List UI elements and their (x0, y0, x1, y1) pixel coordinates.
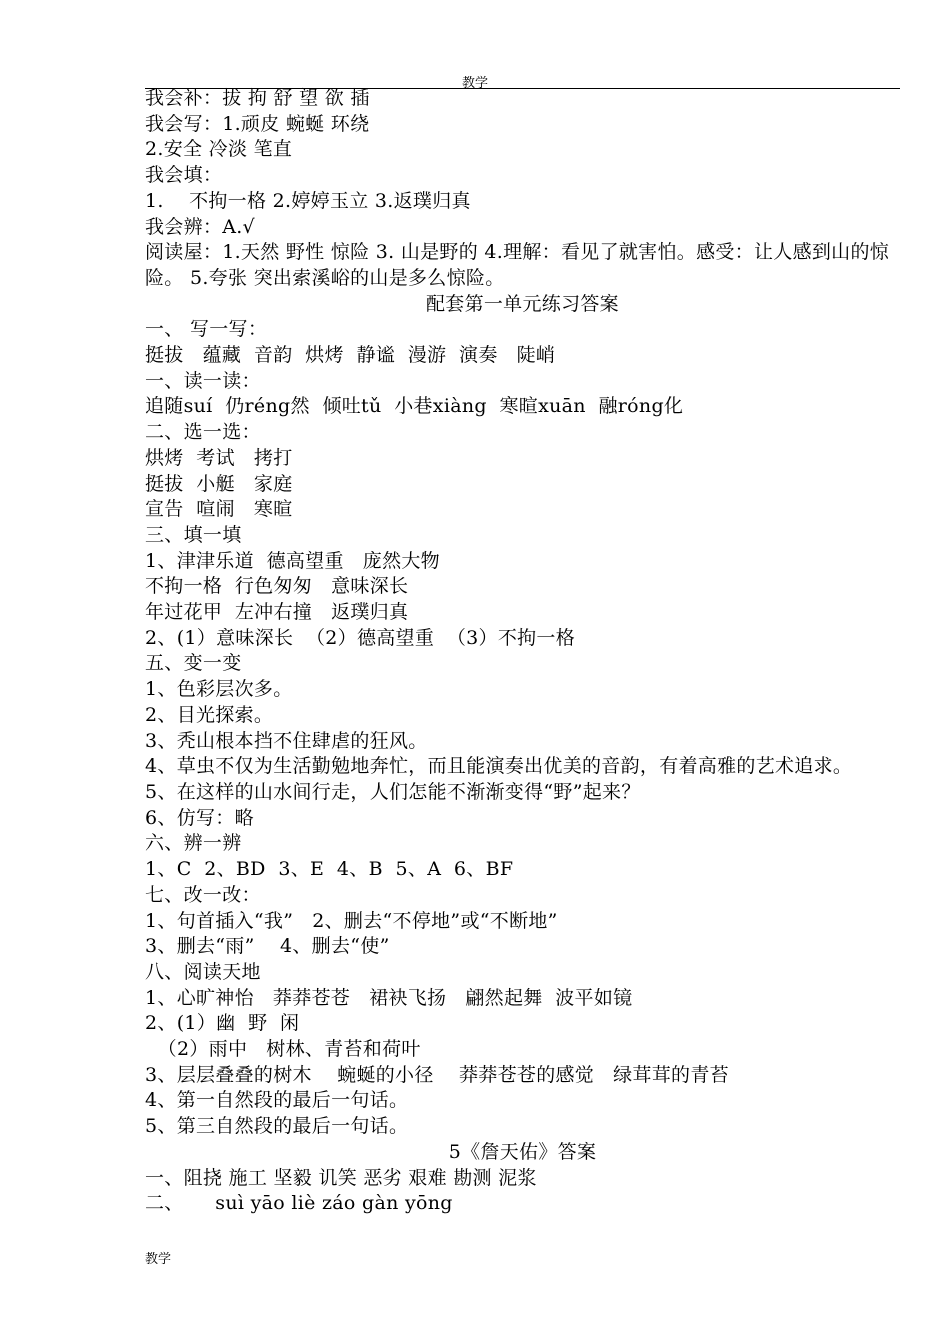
text-line: 一、阻挠 施工 坚毅 讥笑 恶劣 艰难 勘测 泥浆 (145, 1166, 537, 1189)
text-line: 我会辨：A.√ (145, 215, 255, 238)
text-line: 烘烤 考试 拷打 (145, 446, 293, 469)
text-line: 2、目光探索。 (145, 703, 274, 726)
page-header: 教学 (461, 76, 488, 91)
text-line: 二、选一选： (145, 421, 261, 444)
text-line: 5、在这样的山水间行走，人们怎能不渐渐变得“野”起来？ (145, 780, 641, 803)
text-line: 1、C 2、BD 3、E 4、B 5、A 6、BF (145, 858, 514, 881)
text-line: 八、阅读天地 (145, 960, 261, 983)
text-line: 3、秃山根本挡不住肆虐的狂风。 (145, 729, 428, 752)
text-line: 我会写：1.顽皮 蜿蜒 环绕 (145, 112, 370, 135)
text-line: 2、(1）意味深长 （2）德高望重 （3）不拘一格 (145, 626, 576, 649)
text-line: 1、津津乐道 德高望重 庞然大物 (145, 549, 440, 572)
section-title: 5《詹天佑》答案 (448, 1140, 597, 1163)
text-line: 一、读一读： (145, 369, 261, 392)
text-line: 1、句首插入“我” 2、删去“不停地”或“不断地” (145, 909, 558, 932)
text-line: 五、变一变 (145, 652, 242, 675)
text-line: 三、填一填 (145, 523, 242, 546)
text-line: 年过花甲 左冲右撞 返璞归真 (145, 601, 409, 624)
text-line: 我会补：拔 拘 舒 望 欲 插 (145, 87, 370, 109)
text-line: 2.安全 冷淡 笔直 (145, 138, 293, 161)
text-line: （2）雨中 树林、青苔和荷叶 (145, 1038, 421, 1061)
text-line: 4、草虫不仅为生活勤勉地奔忙，而且能演奏出优美的音韵，有着高雅的艺术追求。 (145, 755, 853, 778)
text-line: 追随suí 仍réng然 倾吐tǔ 小巷xiàng 寒暄xuān 融róng化 (145, 395, 684, 418)
text-line: 二、 suì yāo liè záo gàn yōng (145, 1192, 453, 1215)
text-line: 我会填： (145, 164, 223, 187)
text-line: 4、第一自然段的最后一句话。 (145, 1089, 409, 1112)
text-line: 2、(1）幽 野 闲 (145, 1012, 300, 1035)
text-line: 3、删去“雨” 4、删去“使” (145, 935, 390, 958)
text-line: 七、改一改： (145, 883, 261, 906)
text-line: 3、层层叠叠的树木 蜿蜒的小径 莽莽苍苍的感觉 绿茸茸的青苔 (145, 1063, 729, 1086)
text-line: 宣告 喧闹 寒暄 (145, 498, 293, 521)
text-line: 不拘一格 行色匆匆 意味深长 (145, 575, 409, 598)
text-line: 1、心旷神怡 莽莽苍苍 裙袂飞扬 翩然起舞 波平如镜 (145, 986, 633, 1009)
text-line: 挺拔 小艇 家庭 (145, 472, 293, 495)
text-line: 阅读屋：1.天然 野性 惊险 3. 山是野的 4.理解：看见了就害怕。感受：让人感到山的惊险。 5.夸张 突出索溪峪的山是多么惊险。 (145, 241, 890, 289)
page-footer: 教学 (145, 1252, 172, 1267)
text-line: 一、 写一写： (145, 318, 268, 341)
text-line: 6、仿写：略 (145, 806, 254, 829)
text-line: 1. 不拘一格 2.婷婷玉立 3.返璞归真 (145, 189, 471, 212)
text-line: 六、辨一辨 (145, 832, 242, 855)
text-line: 5、第三自然段的最后一句话。 (145, 1115, 409, 1138)
text-line: 挺拔 蕴藏 音韵 烘烤 静谧 漫游 演奏 陡峭 (145, 344, 556, 367)
text-line: 1、色彩层次多。 (145, 678, 293, 701)
section-title: 配套第一单元练习答案 (425, 292, 619, 315)
document-body (145, 86, 900, 1217)
